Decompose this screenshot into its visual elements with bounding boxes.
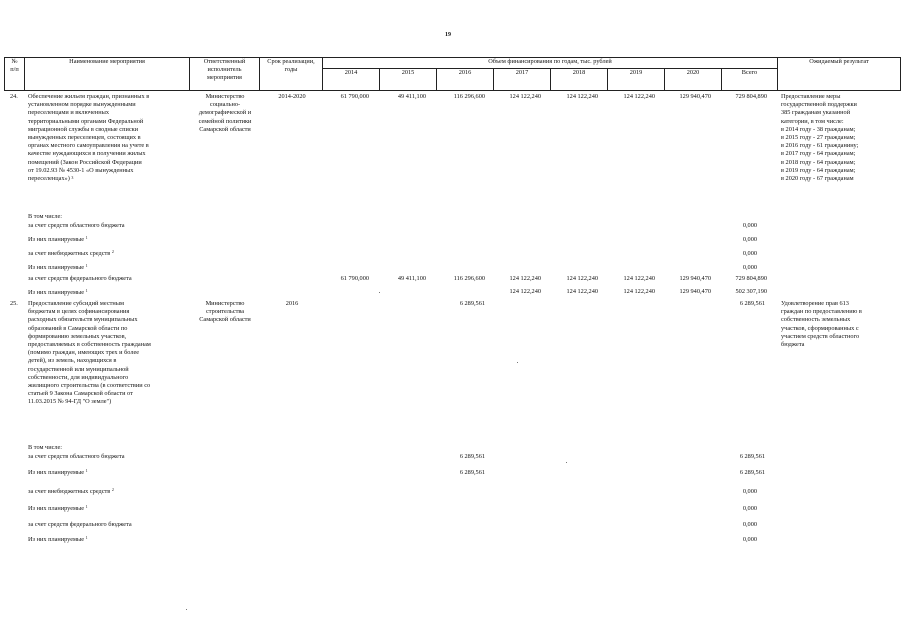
- header-result: Ожидаемый результат: [778, 58, 901, 91]
- page-number: 19: [445, 32, 451, 38]
- row24-value-2015: 49 411,100: [397, 93, 426, 100]
- row24-value-2020: 129 940,470: [679, 93, 711, 100]
- scan-speck: [517, 362, 518, 363]
- header-year: 2015: [380, 69, 437, 91]
- row24-value-2014: 61 790,000: [340, 93, 369, 100]
- row24-name: Обеспечение жильем граждан, признанных в установленном порядке вынужденными переселенцами и включенных территориальными органами Федеральной миграционной службы в сводные списки вынужденных переселенцев, состоящих в органах местного самоуправления на учете в качестве нуждающихся в получении жилых помещений (Закон Российской Федерации от 19.02.93 № 4530-1 «О вынужденных переселенцах») $^3$: [28, 93, 150, 183]
- row25-sub-total: 0,000: [742, 488, 757, 495]
- row24-sub-total: 0,000: [742, 236, 757, 243]
- header-total: Всего: [722, 69, 778, 91]
- row25-result: Удовлетворение прав 613 граждан по предоставлению в собственность земельных участков, сформированных с участием средств областного бюджета: [781, 300, 862, 349]
- header-year: 2017: [494, 69, 551, 91]
- header-year: 2014: [323, 69, 380, 91]
- row24-result: Предоставление меры государственной поддержки 385 гражданам указанной категории, в том числе: в 2014 году - 38 гражданам; в 2015 году - 27 гражданам; в 2016 году - 61 гражданину; в 2017 году - 64 гражданам; в 2018 году - 64 гражданам; в 2019 году - 64 гражданам; в 2020 году - 67 гражданам: [781, 93, 859, 183]
- row24-sub-label: Из них планируемые $^1$: [28, 235, 88, 243]
- row24-sub-label: Из них планируемые $^1$: [28, 263, 88, 271]
- row24-fed-2018: 124 122,240: [566, 275, 598, 282]
- scan-speck: [379, 292, 380, 293]
- row25-sub-label: за счет внебюджетных средств $^2$: [28, 487, 114, 495]
- header-year: 2018: [551, 69, 608, 91]
- row24-fed-2015: 49 411,100: [397, 275, 426, 282]
- row25-sub-heading: В том числе:: [28, 444, 63, 451]
- row25-sub-label: Из них планируемые $^1$: [28, 535, 88, 543]
- row24-fed-2017: 124 122,240: [509, 275, 541, 282]
- row24-sub-total: 0,000: [742, 250, 757, 257]
- row25-sub-label: за счет средств областного бюджета: [28, 453, 125, 460]
- row25-period: 2016: [285, 300, 299, 307]
- row24-fed-total: 729 804,890: [735, 275, 767, 282]
- footnote-mark: 3: [71, 175, 74, 181]
- row25-value-2016: 6 289,561: [459, 300, 485, 307]
- row25-value-total: 6 289,561: [739, 300, 765, 307]
- row25-responsible: Министерство строительства Самарской области: [199, 300, 251, 324]
- row24-responsible: Министерство социально- демографической и семейной политики Самарской области: [198, 93, 252, 133]
- header-no: № п/п: [5, 58, 25, 91]
- row25-sub-2016: 6 289,561: [459, 453, 485, 460]
- row25-sub-label: Из них планируемые $^1$: [28, 468, 88, 476]
- row24-sub-label: Из них планируемые $^1$: [28, 288, 88, 296]
- row24-plan-2018: 124 122,240: [566, 288, 598, 295]
- scan-speck: [186, 609, 187, 610]
- row24-sub-total: 0,000: [742, 264, 757, 271]
- row24-plan-2020: 129 940,470: [679, 288, 711, 295]
- row24-sub-label: за счет средств федерального бюджета: [28, 275, 132, 282]
- row24-value-2019: 124 122,240: [623, 93, 655, 100]
- row25-sub-2016: 6 289,561: [459, 469, 485, 476]
- header-name: Наименование мероприятия: [25, 58, 190, 91]
- row24-value-total: 729 804,890: [735, 93, 767, 100]
- table-header: [4, 57, 901, 91]
- scan-speck: [566, 462, 567, 463]
- header-year: 2016: [437, 69, 494, 91]
- row24-sub-total: 0,000: [742, 222, 757, 229]
- row24-value-2016: 116 296,600: [453, 93, 485, 100]
- row24-plan-2017: 124 122,240: [509, 288, 541, 295]
- row24-fed-2019: 124 122,240: [623, 275, 655, 282]
- header-period: Срок реализации, годы: [260, 58, 323, 91]
- row25-sub-total: 6 289,561: [739, 453, 765, 460]
- row24-sub-label: за счет внебюджетных средств $^2$: [28, 249, 114, 257]
- row24-plan-total: 502 307,190: [735, 288, 767, 295]
- row25-sub-total: 6 289,561: [739, 469, 765, 476]
- row25-sub-label: за счет средств федерального бюджета: [28, 521, 132, 528]
- header-funding: Объем финансирования по годам, тыс. рублей: [323, 58, 778, 69]
- row24-fed-2014: 61 790,000: [340, 275, 369, 282]
- row25-sub-label: Из них планируемые $^1$: [28, 504, 88, 512]
- row25-sub-total: 0,000: [742, 536, 757, 543]
- row24-sub-label: за счет средств областного бюджета: [28, 222, 125, 229]
- row24-plan-2019: 124 122,240: [623, 288, 655, 295]
- row25-name: Предоставление субсидий местным бюджетам в целях софинансирования расходных обязательств муниципальных образований в Самарской области по формированию земельных участков, предоставляемых в собственность гражданам (помимо граждан, имеющих трех и более детей), из земель, находящихся в государственной или муниципальной собственности, для индивидуального жилищного строительства (в соответствии со статьей 9 Закона Самарской области от 11.03.2015 № 94-ГД "О земле"): [28, 300, 151, 406]
- row24-sub-heading: В том числе:: [28, 213, 63, 220]
- row24-period: 2014-2020: [278, 93, 306, 100]
- header-responsible: Ответственный исполнитель мероприятия: [190, 58, 260, 91]
- row24-value-2018: 124 122,240: [566, 93, 598, 100]
- row25-sub-total: 0,000: [742, 521, 757, 528]
- row25-number: 25.: [10, 300, 18, 307]
- header-year: 2019: [608, 69, 665, 91]
- row24-fed-2016: 116 296,600: [453, 275, 485, 282]
- header-year: 2020: [665, 69, 722, 91]
- row24-value-2017: 124 122,240: [509, 93, 541, 100]
- row24-fed-2020: 129 940,470: [679, 275, 711, 282]
- row24-number: 24.: [10, 93, 18, 100]
- row25-sub-total: 0,000: [742, 505, 757, 512]
